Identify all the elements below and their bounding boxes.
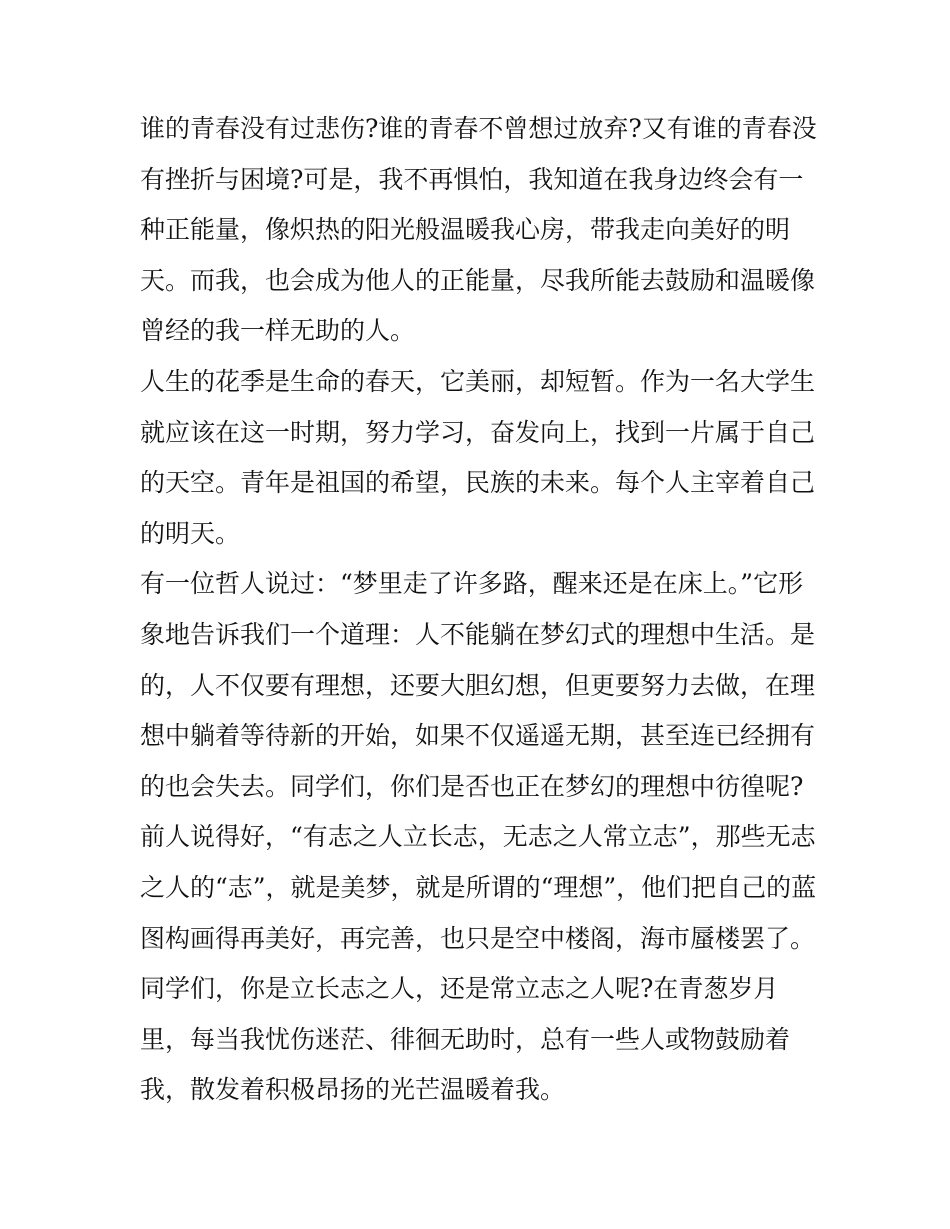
text-line: 里，每当我忧伤迷茫、徘徊无助时，总有一些人或物鼓励着 — [140, 1024, 791, 1054]
text-line: 的，人不仅要有理想，还要大胆幻想，但更要努力去做，在理 — [140, 670, 816, 700]
text-line: 天。而我，也会成为他人的正能量，尽我所能去鼓励和温暖像 — [140, 265, 816, 295]
text-line: 图构画得再美好，再完善，也只是空中楼阁，海市蜃楼罢了。 — [140, 923, 816, 953]
text-line: 有一位哲人说过：“梦里走了许多路，醒来还是在床上。”它形 — [140, 569, 804, 599]
text-line: 的也会失去。同学们，你们是否也正在梦幻的理想中彷徨呢? — [140, 771, 804, 801]
text-line: 之人的“志”，就是美梦，就是所谓的“理想”，他们把自己的蓝 — [140, 872, 817, 902]
text-line: 我，散发着积极昂扬的光芒温暖着我。 — [140, 1075, 566, 1105]
text-line: 就应该在这一时期，努力学习，奋发向上，找到一片属于自己 — [140, 417, 816, 447]
text-line: 有挫折与困境?可是，我不再惧怕，我知道在我身边终会有一 — [140, 164, 804, 194]
text-line: 的明天。 — [140, 518, 241, 548]
text-line: 同学们，你是立长志之人，还是常立志之人呢?在青葱岁月 — [140, 974, 779, 1004]
text-line: 想中躺着等待新的开始，如果不仅遥遥无期，甚至连已经拥有 — [140, 721, 816, 751]
text-line: 种正能量，像炽热的阳光般温暖我心房，带我走向美好的明 — [140, 215, 791, 245]
text-line: 前人说得好，“有志之人立长志，无志之人常立志”，那些无志 — [140, 822, 816, 852]
text-line: 象地告诉我们一个道理：人不能躺在梦幻式的理想中生活。是 — [140, 619, 816, 649]
text-line: 的天空。青年是祖国的希望，民族的未来。每个人主宰着自己 — [140, 468, 816, 498]
body-text — [140, 104, 830, 1116]
text-line: 人生的花季是生命的春天，它美丽，却短暂。作为一名大学生 — [140, 366, 816, 396]
text-line: 曾经的我一样无助的人。 — [140, 316, 416, 346]
text-line: 谁的青春没有过悲伤?谁的青春不曾想过放弃?又有谁的青春没 — [140, 114, 817, 143]
